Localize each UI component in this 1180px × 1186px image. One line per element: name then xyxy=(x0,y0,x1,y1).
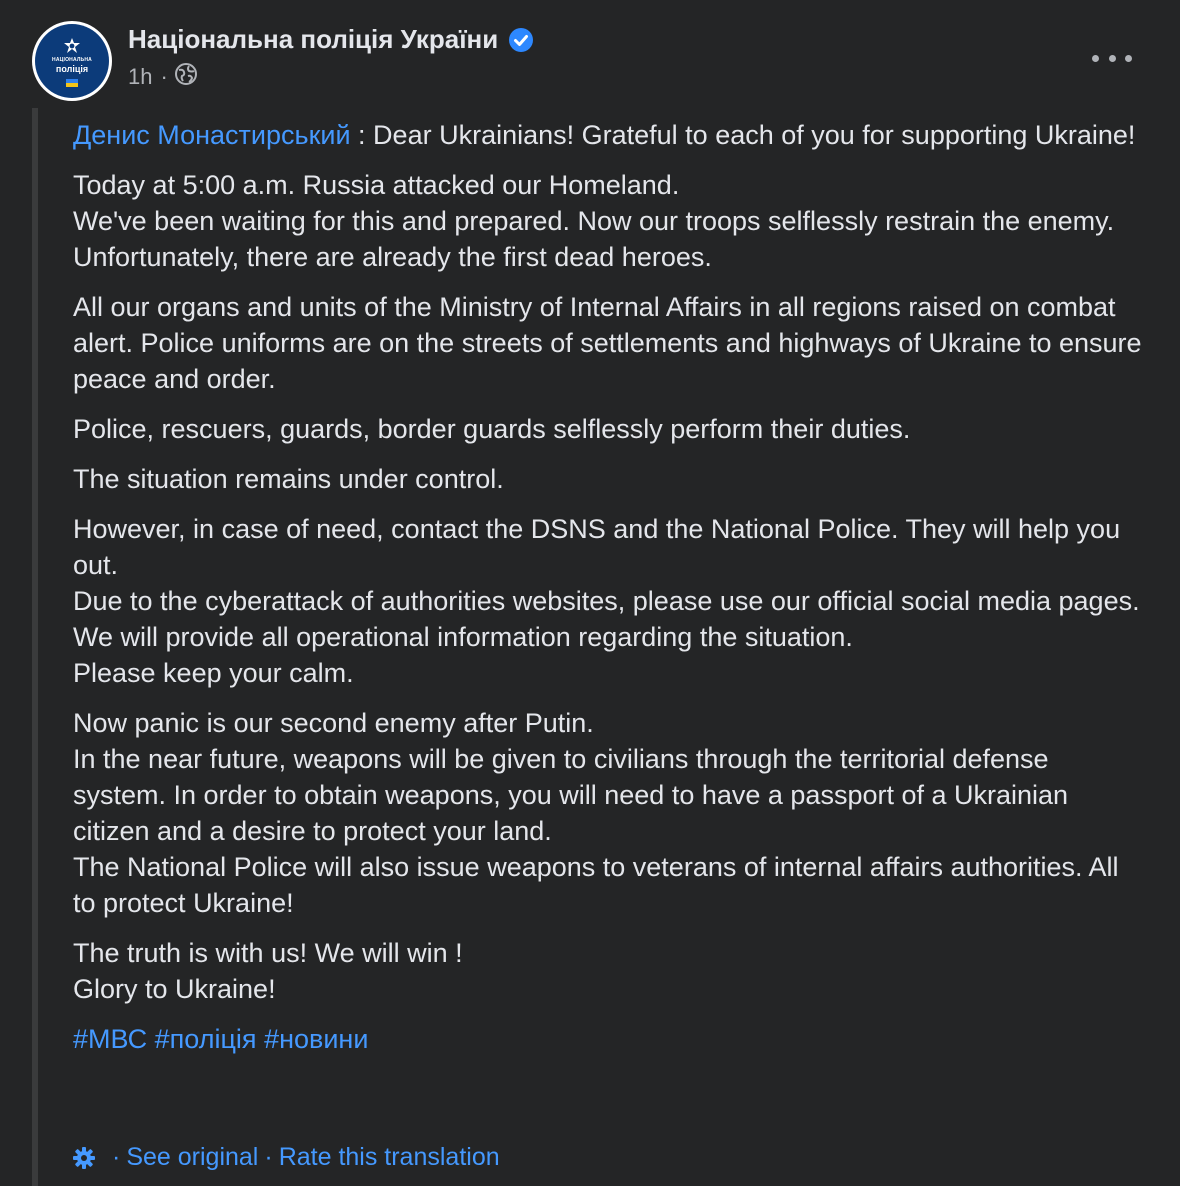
body-paragraph xyxy=(73,935,1148,1007)
footer-separator: · xyxy=(112,1143,121,1171)
body-line: In the near future, weapons will be given to civilians through the territorial defense system. In order to obtain weapons, you will need to have a passport of a Ukrainian citizen and a desire to protect your land. xyxy=(73,744,1069,846)
gear-icon[interactable] xyxy=(72,1146,96,1170)
more-dot xyxy=(1092,55,1099,62)
avatar-label-big: поліція xyxy=(55,64,89,74)
meta-separator: · xyxy=(160,64,168,89)
page-name-link[interactable]: Національна поліція України xyxy=(128,24,499,54)
body-paragraph xyxy=(73,511,1148,691)
page-name-row xyxy=(128,24,534,55)
hashtag-link[interactable]: #новини xyxy=(264,1024,369,1054)
body-line: The truth is with us! We will win ! xyxy=(73,938,463,968)
body-line: Today at 5:00 a.m. Russia attacked our Homeland. xyxy=(73,170,680,200)
verified-badge-icon xyxy=(508,27,534,53)
body-line: All our organs and units of the Ministry of Internal Affairs in all regions raised on combat alert. Police uniforms are on the streets of settlements and highways of Ukraine to ensure peace and order. xyxy=(73,292,1142,394)
body-paragraph xyxy=(73,705,1148,921)
more-dot xyxy=(1125,55,1132,62)
author-mention-link[interactable]: Денис Монастирський xyxy=(73,120,351,150)
body-line: Now panic is our second enemy after Putin. xyxy=(73,708,594,738)
body-paragraph xyxy=(73,411,1148,447)
body-line: The National Police will also issue weapons to veterans of internal affairs authorities. All to protect Ukraine! xyxy=(73,852,1119,918)
translation-footer xyxy=(72,1143,500,1172)
footer-separator: · xyxy=(264,1143,273,1171)
body-line: Police, rescuers, guards, border guards selflessly perform their duties. xyxy=(73,414,911,444)
post-timestamp[interactable]: 1h xyxy=(128,64,153,89)
police-logo xyxy=(35,24,109,98)
ukraine-flag-icon xyxy=(66,79,78,87)
body-paragraph xyxy=(73,289,1148,397)
quote-bar xyxy=(32,108,38,1186)
hashtags xyxy=(73,1021,1148,1057)
post-meta xyxy=(128,62,198,92)
see-original-link[interactable]: See original xyxy=(126,1143,259,1171)
body-line: Glory to Ukraine! xyxy=(73,974,276,1004)
more-dot xyxy=(1109,55,1116,62)
hashtag-link[interactable]: #МВС xyxy=(73,1024,148,1054)
more-options-icon[interactable] xyxy=(1092,46,1132,70)
body-line: We will provide all operational information regarding the situation. xyxy=(73,622,853,652)
body-line: However, in case of need, contact the DSNS and the National Police. They will help you out. xyxy=(73,514,1121,580)
intro-text: : Dear Ukrainians! Grateful to each of you for supporting Ukraine! xyxy=(350,120,1136,150)
body-line: Please keep your calm. xyxy=(73,658,354,688)
body-line: The situation remains under control. xyxy=(73,464,504,494)
body-paragraph xyxy=(73,461,1148,497)
hashtag-link[interactable]: #поліція xyxy=(154,1024,257,1054)
intro-paragraph xyxy=(73,117,1148,153)
police-star-icon xyxy=(64,38,80,54)
body-paragraph xyxy=(73,167,1148,275)
globe-icon[interactable] xyxy=(174,62,198,92)
page-avatar[interactable] xyxy=(32,21,112,101)
body-line: We've been waiting for this and prepared. Now our troops selflessly restrain the enemy. Unfortunately, there are already the first dead heroes. xyxy=(73,206,1115,272)
body-line: Due to the cyberattack of authorities websites, please use our official social media pages. xyxy=(73,586,1140,616)
avatar-label-small: НАЦІОНАЛЬНА xyxy=(52,57,92,63)
post-body xyxy=(73,117,1148,1071)
rate-translation-link[interactable]: Rate this translation xyxy=(278,1143,500,1171)
